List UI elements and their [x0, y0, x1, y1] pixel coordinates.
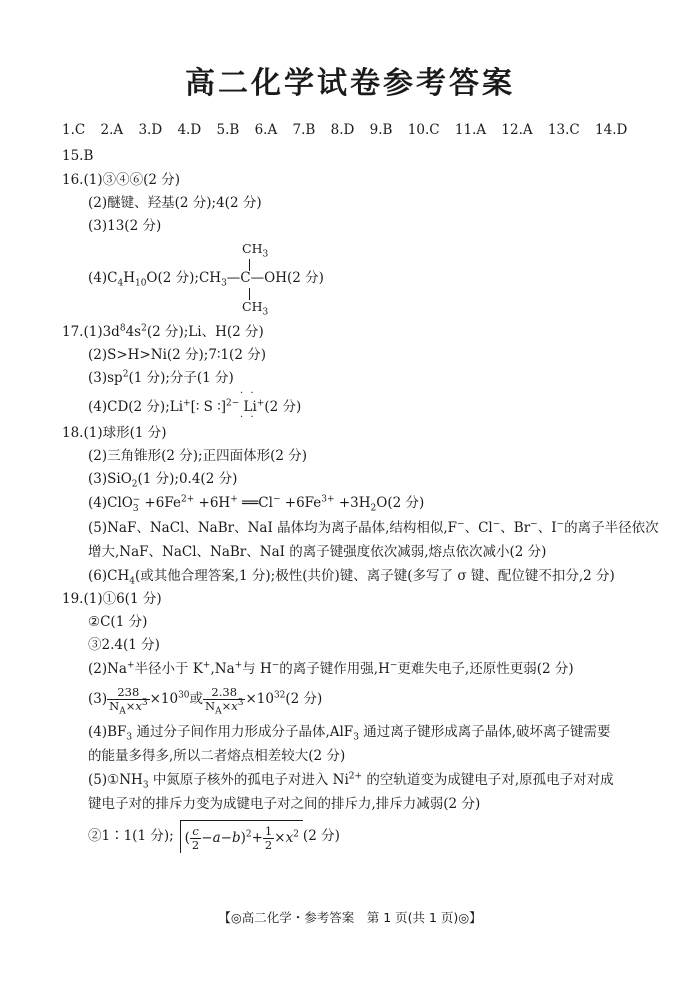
structure-ch3-top: $CH_3$	[242, 241, 269, 260]
q17-part3: $(3)sp^2(1$ 分);分子(1 分)	[88, 369, 234, 386]
q18-part4: $(4)ClO_3^- +6Fe^{2+} +6H^+$ ══Cl− $+6Fe^{3+} +3H_2O(2$ 分)	[88, 494, 425, 514]
page-title: 高二化学试卷参考答案	[185, 66, 515, 101]
mc-answer: 12.A	[501, 122, 533, 138]
q18-part6: $(6)CH_4$(或其他合理答案,1 分);极性(共价)键、离子键(多写了 σ 键、配位键不扣分,2 分)	[88, 568, 615, 587]
q16-part3: (3)13(2 分)	[88, 218, 162, 234]
electron-dots-bottom: · ·	[240, 412, 256, 423]
q17-part2: (2)S>H>Ni(2 分);7∶1(2 分)	[88, 347, 266, 363]
mc-answer: 10.C	[407, 122, 440, 138]
fraction-2-38: $\frac{2.38}{N_A\times x^3}$	[205, 685, 244, 717]
q19-part4-line2: 的能量多得多,所以二者熔点相差较大(2 分)	[88, 748, 346, 764]
q19-part5-line2: 键电子对的排斥力变为成键电子对之间的排斥力,排斥力减弱(2 分)	[88, 796, 481, 812]
electron-dots-top: · ·	[240, 388, 256, 399]
mc-answer: 13.C	[547, 122, 580, 138]
q16-part2: (2)醚键、羟基(2 分);4(2 分)	[88, 195, 262, 211]
mc-answer: 14.D	[595, 122, 628, 138]
q19-part1: 19.(1)①6(1 分)	[62, 591, 162, 607]
structure-ch3-bottom: $CH_3$	[242, 299, 269, 318]
fraction-238: $\frac{238}{N_A\times x^3}$	[109, 685, 148, 717]
mc-answer: 4.D	[177, 122, 202, 138]
q19-part4-line1: $(4)BF_3$ 通过分子间作用力形成分子晶体,AlF$_3$ 通过离子键形成离子晶体,破坏离子键需要	[88, 724, 611, 743]
page-footer: 【◎高二化学・参考答案 第 1 页(共 1 页)◎】	[218, 910, 482, 925]
q19-part5-formula: ②1∶1(1 分); ( $\frac{c}{2}$ −a−b)$^2$+ $\frac{1}{2}$ $\times x^2$ (2 分)	[88, 820, 340, 853]
q19-part5-line1: $(5)①NH_3$ 中氮原子核外的孤电子对进入 $Ni^{2+}$ 的空轨道变为成键电子对,原孤电子对对成	[88, 771, 614, 791]
q17-part1: $17.(1)3d^84s^2(2$ 分);Li、H(2 分)	[62, 323, 264, 340]
mc-answer: 3.D	[138, 122, 163, 138]
mc-answer: 5.B	[216, 122, 240, 138]
q16-part4: $(4)C_4H_{10}O(2$ 分)$;CH_3—C—OH(2$ 分)	[88, 270, 324, 289]
q16-part1: 16.(1)③④⑥(2 分)	[62, 172, 181, 188]
q17-part4: (4)CD(2 分);Li+[∶ S ∶]$^{2-}$ Li+(2 分)	[88, 398, 302, 415]
mc-answer: 9.B	[369, 122, 393, 138]
sqrt-expression: ( $\frac{c}{2}$ −a−b)$^2$+ $\frac{1}{2}$ $\times x^2$	[180, 820, 303, 853]
q19-part3-formula: (3) $\frac{238}{N_A\times x^3}$ $\times 10^{30}$或 $\frac{2.38}{N_A\times x^3}$ $\times 10^{32}(2$ 分)	[88, 685, 323, 717]
mc-answer: 8.D	[330, 122, 355, 138]
q18-part2: (2)三角锥形(2 分);正四面体形(2 分)	[88, 448, 307, 464]
q18-part5-line1: (5)NaF、NaCl、NaBr、NaI 晶体均为离子晶体,结构相似,F−、Cl−、Br−、I−的离子半径依次	[88, 519, 659, 536]
mc-answer-15: 15.B	[62, 148, 94, 164]
q19-part1-3: ③2.4(1 分)	[88, 637, 160, 653]
mc-answer: 1.C	[62, 122, 86, 138]
q18-part1: 18.(1)球形(1 分)	[62, 425, 167, 441]
q19-part1-2: ②C(1 分)	[88, 614, 148, 630]
mc-answer: 6.A	[254, 122, 278, 138]
q18-part5-line2: 增大,NaF、NaCl、NaBr、NaI 的离子键强度依次减弱,熔点依次减小(2 分)	[88, 544, 547, 560]
mc-answer: 2.A	[100, 122, 124, 138]
q19-part2: (2)Na+半径小于 K+,Na+与 H−的离子键作用强,H−更难失电子,还原性更弱(2 分)	[88, 660, 574, 677]
q18-part3: (3)SiO$_2$(1 分);0.4(2 分)	[88, 471, 238, 490]
mc-answer: 11.A	[454, 122, 487, 138]
multiple-choice-answers	[62, 120, 632, 140]
mc-answer: 7.B	[292, 122, 316, 138]
